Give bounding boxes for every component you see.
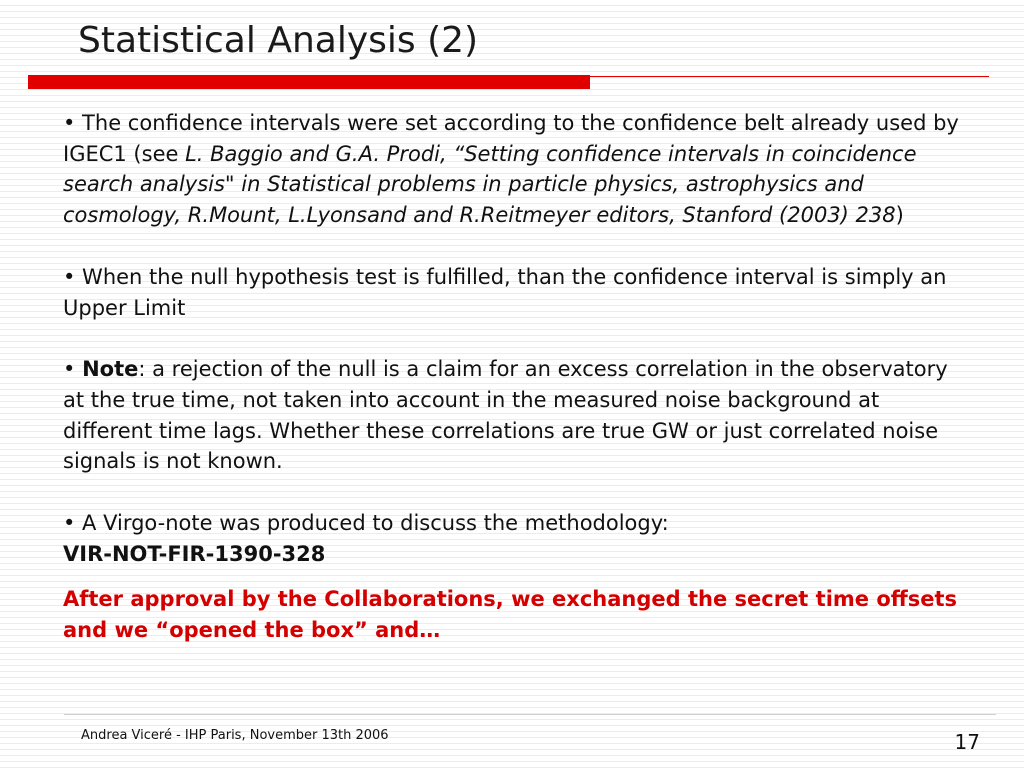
bullet-1-text: • The confidence intervals were set according to the confidence belt already used by IGEC1 (see <box>63 111 959 166</box>
slide-title: Statistical Analysis (2) <box>78 20 479 61</box>
bullet-1-citation: L. Baggio and G.A. Prodi, “Setting confidence intervals in coincidence search analysis" in Statistical problems in particle physics, astrophysics and cosmology, R.Mount, L.Lyonsand and R.Reitmeyer editors, Stanford (2003) 238 <box>63 141 917 228</box>
bullet-confidence-intervals <box>63 108 963 231</box>
spacer <box>63 323 963 354</box>
bullet-1-closing: ) <box>895 203 904 228</box>
bullet-virgo-note <box>63 508 963 569</box>
conclusion-text: After approval by the Collaborations, we exchanged the secret time offsets and we “opened the box” and… <box>63 587 958 643</box>
note-label: Note <box>82 357 139 382</box>
virgo-note-id: VIR-NOT-FIR-1390-328 <box>63 541 326 566</box>
title-underline-bar <box>28 75 590 89</box>
bullet-3-prefix: • <box>63 357 83 382</box>
bullet-3-text: : a rejection of the null is a claim for an excess correlation in the observatory at the true time, not taken into account in the measured noise background at different time lags. Whether these correlations are true GW or just correlated noise signals is not known. <box>63 357 948 474</box>
footer-author: Andrea Viceré - IHP Paris, November 13th 2006 <box>81 728 389 743</box>
bullet-note <box>63 354 963 477</box>
footer-divider <box>64 714 996 715</box>
bullet-null-hypothesis: • When the null hypothesis test is fulfilled, than the confidence interval is simply an Upper Limit <box>63 264 947 320</box>
spacer <box>63 477 963 508</box>
spacer <box>63 231 963 262</box>
slide-body <box>63 108 963 646</box>
spacer <box>63 569 963 584</box>
title-underline-thin-rule <box>590 76 989 77</box>
page-number: 17 <box>954 730 980 754</box>
bullet-4-text: • A Virgo-note was produced to discuss the methodology: <box>63 511 669 536</box>
